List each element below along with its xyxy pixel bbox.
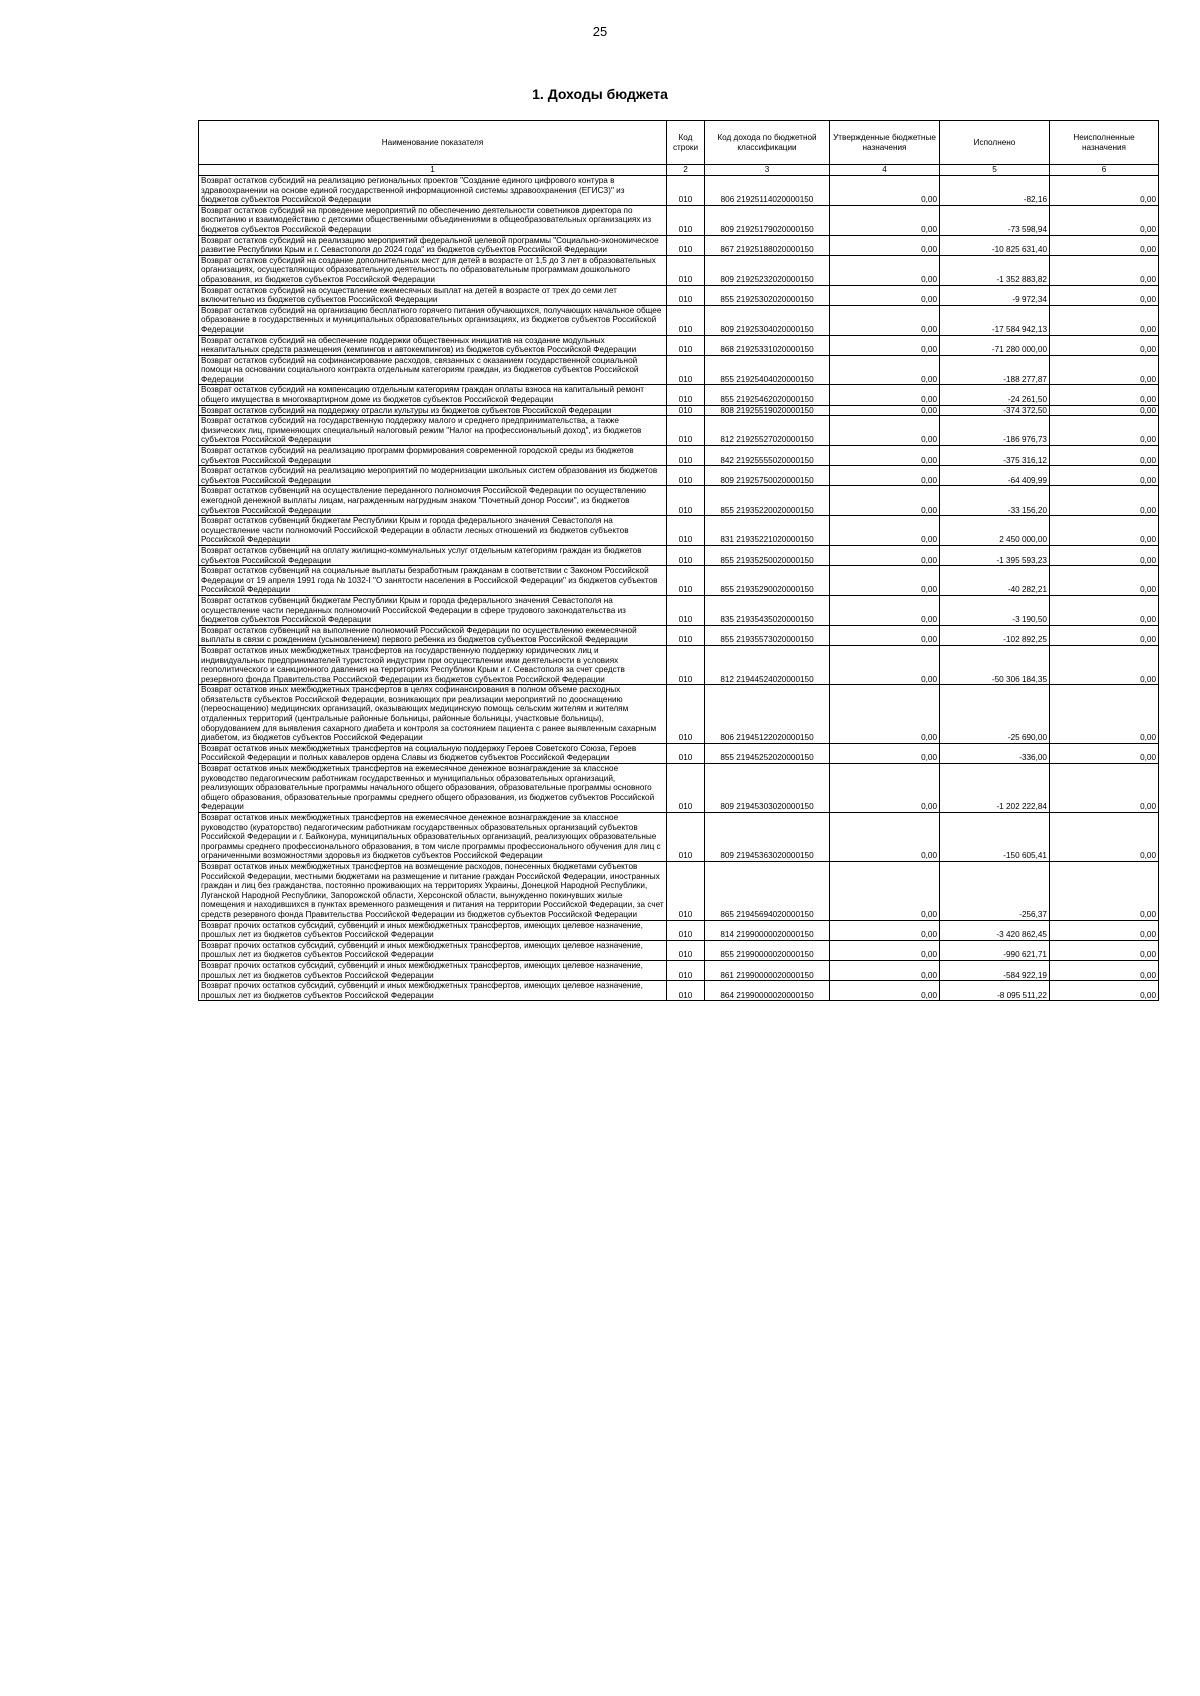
row-revenue-code-cell: 855 21935573020000150 [705,625,830,645]
budget-revenue-table [198,120,1159,1001]
row-name-cell: Возврат остатков субвенций на оплату жилищно-коммунальных услуг отдельным категориям граждан из бюджетов субъектов Российской Федерации [199,545,667,565]
row-line-code-cell: 010 [667,466,705,486]
table-row [199,764,1159,813]
row-line-code-cell: 010 [667,960,705,980]
row-executed-cell: -33 156,20 [940,486,1050,516]
row-executed-cell: -17 584 942,13 [940,305,1050,335]
row-line-code-cell: 010 [667,764,705,813]
row-name-cell: Возврат остатков субсидий на организацию бесплатного горячего питания обучающихся, получающих начальное общее образование в государственных и муниципальных образовательных организациях, из бюджетов субъектов Российской Федерации [199,305,667,335]
row-executed-cell: -150 605,41 [940,813,1050,862]
row-line-code-cell: 010 [667,205,705,235]
row-approved-cell: 0,00 [830,335,940,355]
row-unexecuted-cell: 0,00 [1050,205,1159,235]
row-revenue-code-cell: 814 21990000020000150 [705,920,830,940]
row-executed-cell: -8 095 511,22 [940,981,1050,1001]
row-executed-cell: -73 598,94 [940,205,1050,235]
row-unexecuted-cell: 0,00 [1050,486,1159,516]
table-row [199,385,1159,405]
row-approved-cell: 0,00 [830,235,940,255]
row-unexecuted-cell: 0,00 [1050,176,1159,206]
row-revenue-code-cell: 855 21925462020000150 [705,385,830,405]
table-row [199,405,1159,416]
row-executed-cell: -1 395 593,23 [940,545,1050,565]
row-unexecuted-cell: 0,00 [1050,645,1159,684]
row-approved-cell: 0,00 [830,355,940,385]
row-unexecuted-cell: 0,00 [1050,940,1159,960]
row-name-cell: Возврат остатков субсидий на создание дополнительных мест для детей в возрасте от 1,5 до 3 лет в образовательных организациях, осуществляющих образовательную деятельность по образовательным программам дошкольного образования, из бюджетов субъектов Российской Федерации [199,255,667,285]
row-line-code-cell: 010 [667,176,705,206]
table-row [199,743,1159,763]
row-name-cell: Возврат остатков субвенций бюджетам Республики Крым и города федерального значения Севастополя на осуществление части переданных полномочий Российской Федерации в сфере трудового законодательства из бюджетов субъектов Российской Федерации [199,595,667,625]
row-line-code-cell: 010 [667,813,705,862]
table-row [199,625,1159,645]
row-unexecuted-cell: 0,00 [1050,566,1159,596]
row-revenue-code-cell: 867 21925188020000150 [705,235,830,255]
row-unexecuted-cell: 0,00 [1050,335,1159,355]
row-name-cell: Возврат остатков субсидий на реализацию региональных проектов "Создание единого цифрового контура в здравоохранении на основе единой государственной информационной системы здравоохранения (ЕГИСЗ)" из бюджетов субъектов Российской Федерации [199,176,667,206]
row-revenue-code-cell: 809 21925750020000150 [705,466,830,486]
row-name-cell: Возврат остатков субсидий на обеспечение поддержки общественных инициатив на создание модульных некапитальных средств размещения (кемпингов и автокемпингов) из бюджетов субъектов Российской Федерации [199,335,667,355]
row-executed-cell: -71 280 000,00 [940,335,1050,355]
row-name-cell: Возврат остатков субвенций на социальные выплаты безработным гражданам в соответствии с Законом Российской Федерации от 19 апреля 1991 года № 1032-I "О занятости населения в Российской Федерации" из бюджетов субъектов Российской Федерации [199,566,667,596]
column-header-unexecuted: Неисполненные назначения [1050,121,1159,165]
row-name-cell: Возврат остатков субсидий на осуществление ежемесячных выплат на детей в возрасте от трех до семи лет включительно из бюджетов субъектов Российской Федерации [199,285,667,305]
row-revenue-code-cell: 808 21925519020000150 [705,405,830,416]
row-name-cell: Возврат остатков иных межбюджетных трансфертов на ежемесячное денежное вознаграждение за классное руководство (кураторство) педагогическим работникам государственных образовательных организаций субъектов Российской Федерации и г. Байконура, муниципальных образовательных организаций, реализующих образовательные программы среднего профессионального образования, в том числе программы профессионального обучения для лиц с ограниченными возможностями здоровья из бюджетов субъектов Российской Федерации [199,813,667,862]
row-approved-cell: 0,00 [830,285,940,305]
table-row [199,516,1159,546]
table-row [199,416,1159,446]
row-revenue-code-cell: 855 21935250020000150 [705,545,830,565]
table-row [199,566,1159,596]
row-approved-cell: 0,00 [830,416,940,446]
row-revenue-code-cell: 865 21945694020000150 [705,861,830,920]
row-approved-cell: 0,00 [830,405,940,416]
row-approved-cell: 0,00 [830,861,940,920]
row-unexecuted-cell: 0,00 [1050,861,1159,920]
row-line-code-cell: 010 [667,940,705,960]
column-header-revenue-code: Код дохода по бюджетной классификации [705,121,830,165]
row-name-cell: Возврат прочих остатков субсидий, субвенций и иных межбюджетных трансфертов, имеющих целевое назначение, прошлых лет из бюджетов субъектов Российской Федерации [199,981,667,1001]
row-unexecuted-cell: 0,00 [1050,405,1159,416]
row-revenue-code-cell: 855 21925302020000150 [705,285,830,305]
row-line-code-cell: 010 [667,446,705,466]
table-row [199,355,1159,385]
row-unexecuted-cell: 0,00 [1050,813,1159,862]
row-revenue-code-cell: 809 21945363020000150 [705,813,830,862]
row-line-code-cell: 010 [667,743,705,763]
row-executed-cell: -40 282,21 [940,566,1050,596]
row-line-code-cell: 010 [667,416,705,446]
row-revenue-code-cell: 812 21925527020000150 [705,416,830,446]
row-executed-cell: -3 190,50 [940,595,1050,625]
table-row [199,446,1159,466]
row-line-code-cell: 010 [667,861,705,920]
row-executed-cell: -336,00 [940,743,1050,763]
row-line-code-cell: 010 [667,405,705,416]
row-approved-cell: 0,00 [830,385,940,405]
row-approved-cell: 0,00 [830,486,940,516]
row-revenue-code-cell: 809 21925232020000150 [705,255,830,285]
row-unexecuted-cell: 0,00 [1050,981,1159,1001]
row-executed-cell: -1 202 222,84 [940,764,1050,813]
row-line-code-cell: 010 [667,920,705,940]
row-line-code-cell: 010 [667,516,705,546]
section-title: 1. Доходы бюджета [532,86,668,102]
row-revenue-code-cell: 861 21990000020000150 [705,960,830,980]
row-name-cell: Возврат прочих остатков субсидий, субвенций и иных межбюджетных трансфертов, имеющих целевое назначение, прошлых лет из бюджетов субъектов Российской Федерации [199,920,667,940]
row-name-cell: Возврат остатков иных межбюджетных трансфертов в целях софинансирования в полном объеме расходных обязательств субъектов Российской Федерации, возникающих при реализации мероприятий по дооснащению (переоснащению) медицинских организаций, оказывающих медицинскую помощь сельским жителям и жителям отдаленных территорий (центральные районные больницы, районные больницы, участковые больницы), оборудованием для выявления сахарного диабета и контроля за состоянием пациента с ранее выявленным сахарным диабетом, из бюджетов субъектов Российской Федерации [199,685,667,744]
row-line-code-cell: 010 [667,981,705,1001]
row-name-cell: Возврат остатков субсидий на реализацию мероприятий федеральной целевой программы "Социально-экономическое развитие Республики Крым и г. Севастополя до 2024 года" из бюджетов субъектов Российской Федерации [199,235,667,255]
row-revenue-code-cell: 812 21944524020000150 [705,645,830,684]
table-row [199,235,1159,255]
row-unexecuted-cell: 0,00 [1050,446,1159,466]
row-name-cell: Возврат остатков субсидий на поддержку отрасли культуры из бюджетов субъектов Российской Федерации [199,405,667,416]
row-executed-cell: -3 420 862,45 [940,920,1050,940]
column-number: 5 [940,165,1050,176]
table-row [199,960,1159,980]
row-revenue-code-cell: 855 21935220020000150 [705,486,830,516]
table-row [199,466,1159,486]
row-unexecuted-cell: 0,00 [1050,255,1159,285]
row-name-cell: Возврат остатков субсидий на проведение мероприятий по обеспечению деятельности советников директора по воспитанию и взаимодействию с детскими общественными объединениями в общеобразовательных организациях из бюджетов субъектов Российской Федерации [199,205,667,235]
row-unexecuted-cell: 0,00 [1050,285,1159,305]
row-approved-cell: 0,00 [830,981,940,1001]
row-approved-cell: 0,00 [830,685,940,744]
row-name-cell: Возврат остатков иных межбюджетных трансфертов на ежемесячное денежное вознаграждение за классное руководство педагогическим работникам государственных и муниципальных образовательных организаций, реализующих образовательные программы начального общего образования, образовательные программы основного общего образования, образовательные программы среднего общего образования, из бюджетов субъектов Российской Федерации [199,764,667,813]
row-revenue-code-cell: 855 21935290020000150 [705,566,830,596]
column-number: 6 [1050,165,1159,176]
row-approved-cell: 0,00 [830,516,940,546]
row-unexecuted-cell: 0,00 [1050,743,1159,763]
row-executed-cell: -102 892,25 [940,625,1050,645]
row-revenue-code-cell: 855 21925404020000150 [705,355,830,385]
row-revenue-code-cell: 842 21925555020000150 [705,446,830,466]
table-row [199,305,1159,335]
row-approved-cell: 0,00 [830,566,940,596]
row-line-code-cell: 010 [667,566,705,596]
row-revenue-code-cell: 864 21990000020000150 [705,981,830,1001]
row-executed-cell: -256,37 [940,861,1050,920]
row-executed-cell: 2 450 000,00 [940,516,1050,546]
row-approved-cell: 0,00 [830,920,940,940]
table-row [199,285,1159,305]
row-name-cell: Возврат остатков субвенций на осуществление переданного полномочия Российской Федерации по осуществлению ежегодной денежной выплаты лицам, награжденным нагрудным знаком "Почетный донор России", из бюджетов субъектов Российской Федерации [199,486,667,516]
row-approved-cell: 0,00 [830,205,940,235]
row-unexecuted-cell: 0,00 [1050,385,1159,405]
row-executed-cell: -82,16 [940,176,1050,206]
row-unexecuted-cell: 0,00 [1050,764,1159,813]
row-unexecuted-cell: 0,00 [1050,235,1159,255]
table-row [199,176,1159,206]
row-line-code-cell: 010 [667,645,705,684]
row-unexecuted-cell: 0,00 [1050,545,1159,565]
row-name-cell: Возврат остатков иных межбюджетных трансфертов на государственную поддержку юридических лиц и индивидуальных предпринимателей туристской индустрии при осуществлении ими деятельности в условиях геополитического и санкционного давления на территориях Республики Крым и г. Севастополя за счет средств резервного фонда Правительства Российской Федерации из бюджетов субъектов Российской Федерации [199,645,667,684]
column-number: 3 [705,165,830,176]
row-name-cell: Возврат остатков субсидий на государственную поддержку малого и среднего предпринимательства, а также физических лиц, применяющих специальный налоговый режим "Налог на профессиональный доход", из бюджетов субъектов Российской Федерации [199,416,667,446]
row-unexecuted-cell: 0,00 [1050,416,1159,446]
table-row [199,920,1159,940]
row-executed-cell: -374 372,50 [940,405,1050,416]
row-line-code-cell: 010 [667,235,705,255]
row-approved-cell: 0,00 [830,446,940,466]
row-executed-cell: -375 316,12 [940,446,1050,466]
column-header-executed: Исполнено [940,121,1050,165]
table-row [199,255,1159,285]
row-executed-cell: -50 306 184,35 [940,645,1050,684]
row-unexecuted-cell: 0,00 [1050,355,1159,385]
table-header-row [199,121,1159,165]
row-line-code-cell: 010 [667,486,705,516]
table-row [199,545,1159,565]
column-header-line-code: Код строки [667,121,705,165]
row-line-code-cell: 010 [667,335,705,355]
row-revenue-code-cell: 809 21925179020000150 [705,205,830,235]
row-unexecuted-cell: 0,00 [1050,466,1159,486]
row-approved-cell: 0,00 [830,625,940,645]
table-row [199,981,1159,1001]
row-approved-cell: 0,00 [830,813,940,862]
row-approved-cell: 0,00 [830,764,940,813]
row-revenue-code-cell: 831 21935221020000150 [705,516,830,546]
row-line-code-cell: 010 [667,685,705,744]
row-revenue-code-cell: 809 21945303020000150 [705,764,830,813]
row-line-code-cell: 010 [667,595,705,625]
row-executed-cell: -25 690,00 [940,685,1050,744]
row-revenue-code-cell: 806 21925114020000150 [705,176,830,206]
column-numbers-row [199,165,1159,176]
row-approved-cell: 0,00 [830,466,940,486]
row-executed-cell: -1 352 883,82 [940,255,1050,285]
row-approved-cell: 0,00 [830,545,940,565]
row-revenue-code-cell: 806 21945122020000150 [705,685,830,744]
row-executed-cell: -24 261,50 [940,385,1050,405]
row-line-code-cell: 010 [667,625,705,645]
row-executed-cell: -188 277,87 [940,355,1050,385]
row-revenue-code-cell: 835 21935435020000150 [705,595,830,625]
column-number: 1 [199,165,667,176]
row-revenue-code-cell: 868 21925331020000150 [705,335,830,355]
table-row [199,335,1159,355]
row-approved-cell: 0,00 [830,960,940,980]
row-executed-cell: -9 972,34 [940,285,1050,305]
row-revenue-code-cell: 855 21945252020000150 [705,743,830,763]
column-number: 2 [667,165,705,176]
row-line-code-cell: 010 [667,355,705,385]
row-unexecuted-cell: 0,00 [1050,516,1159,546]
row-name-cell: Возврат остатков субсидий на реализацию мероприятий по модернизации школьных систем образования из бюджетов субъектов Российской Федерации [199,466,667,486]
row-name-cell: Возврат остатков субсидий на компенсацию отдельным категориям граждан оплаты взноса на капитальный ремонт общего имущества в многоквартирном доме из бюджетов субъектов Российской Федерации [199,385,667,405]
row-unexecuted-cell: 0,00 [1050,305,1159,335]
row-executed-cell: -186 976,73 [940,416,1050,446]
column-header-approved: Утвержденные бюджетные назначения [830,121,940,165]
row-name-cell: Возврат остатков субвенций бюджетам Республики Крым и города федерального значения Севастополя на осуществление части полномочий Российской Федерации в области лесных отношений из бюджетов субъектов Российской Федерации [199,516,667,546]
table-row [199,486,1159,516]
page-number: 25 [592,24,608,39]
table-row [199,861,1159,920]
row-executed-cell: -584 922,19 [940,960,1050,980]
column-header-name: Наименование показателя [199,121,667,165]
row-approved-cell: 0,00 [830,940,940,960]
row-line-code-cell: 010 [667,255,705,285]
table-row [199,813,1159,862]
table-body [199,176,1159,1001]
row-line-code-cell: 010 [667,545,705,565]
column-number: 4 [830,165,940,176]
table-row [199,685,1159,744]
row-approved-cell: 0,00 [830,595,940,625]
row-approved-cell: 0,00 [830,176,940,206]
row-name-cell: Возврат остатков иных межбюджетных трансфертов на социальную поддержку Героев Советского Союза, Героев Российской Федерации и полных кавалеров ордена Славы из бюджетов субъектов Российской Федерации [199,743,667,763]
table-row [199,645,1159,684]
row-name-cell: Возврат остатков субвенций на выполнение полномочий Российской Федерации по осуществлению ежемесячной выплаты в связи с рождением (усыновлением) первого ребенка из бюджетов субъектов Российской Федерации [199,625,667,645]
row-name-cell: Возврат прочих остатков субсидий, субвенций и иных межбюджетных трансфертов, имеющих целевое назначение, прошлых лет из бюджетов субъектов Российской Федерации [199,960,667,980]
row-unexecuted-cell: 0,00 [1050,920,1159,940]
row-unexecuted-cell: 0,00 [1050,685,1159,744]
row-line-code-cell: 010 [667,285,705,305]
row-approved-cell: 0,00 [830,255,940,285]
row-name-cell: Возврат остатков субсидий на софинансирование расходов, связанных с оказанием государственной социальной помощи на основании социального контракта отдельным категориям граждан, из бюджетов субъектов Российской Федерации [199,355,667,385]
row-unexecuted-cell: 0,00 [1050,595,1159,625]
row-unexecuted-cell: 0,00 [1050,625,1159,645]
row-revenue-code-cell: 855 21990000020000150 [705,940,830,960]
table-row [199,205,1159,235]
row-executed-cell: -990 621,71 [940,940,1050,960]
row-approved-cell: 0,00 [830,305,940,335]
row-name-cell: Возврат прочих остатков субсидий, субвенций и иных межбюджетных трансфертов, имеющих целевое назначение, прошлых лет из бюджетов субъектов Российской Федерации [199,940,667,960]
row-approved-cell: 0,00 [830,743,940,763]
row-executed-cell: -64 409,99 [940,466,1050,486]
row-revenue-code-cell: 809 21925304020000150 [705,305,830,335]
row-name-cell: Возврат остатков субсидий на реализацию программ формирования современной городской среды из бюджетов субъектов Российской Федерации [199,446,667,466]
row-name-cell: Возврат остатков иных межбюджетных трансфертов на возмещение расходов, понесенных бюджетами субъектов Российской Федерации, местными бюджетами на размещение и питание граждан Российской Федерации, иностранных граждан и лиц без гражданства, постоянно проживающих на территориях Украины, Донецкой Народной Республики, Луганской Народной Республики, Запорожской области, Херсонской области, вынужденно покинувших жилые помещения и находившихся в пунктах временного размещения и питания на территории Российской Федерации, за счет средств резервного фонда Правительства Российской Федерации из бюджетов субъектов Российской Федерации [199,861,667,920]
row-line-code-cell: 010 [667,385,705,405]
table-row [199,940,1159,960]
row-approved-cell: 0,00 [830,645,940,684]
row-line-code-cell: 010 [667,305,705,335]
row-executed-cell: -10 825 631,40 [940,235,1050,255]
table-row [199,595,1159,625]
row-unexecuted-cell: 0,00 [1050,960,1159,980]
